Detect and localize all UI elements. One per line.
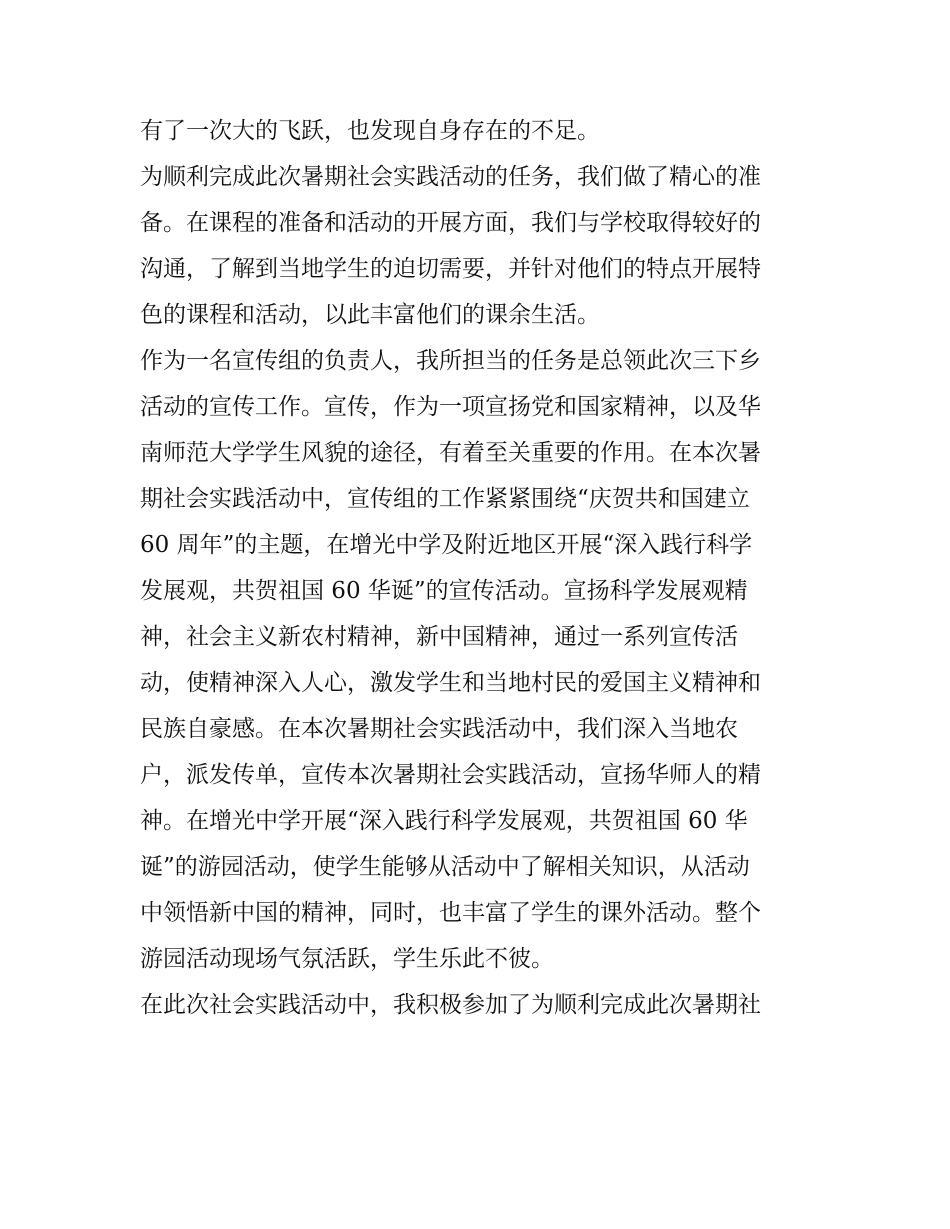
text-line: 在此次社会实践活动中，我积极参加了为顺利完成此次暑期社 <box>140 992 761 1018</box>
text-line: 备。在课程的准备和活动的开展方面，我们与学校取得较好的 <box>140 210 761 236</box>
text-line: 南师范大学学生风貌的途径，有着至关重要的作用。在本次暑 <box>140 440 761 466</box>
text-line: 为顺利完成此次暑期社会实践活动的任务，我们做了精心的准 <box>140 164 761 190</box>
text-line: 民族自豪感。在本次暑期社会实践活动中，我们深入当地农 <box>140 716 738 742</box>
text-line: 作为一名宣传组的负责人，我所担当的任务是总领此次三下乡 <box>140 348 761 374</box>
text-line: 沟通，了解到当地学生的迫切需要，并针对他们的特点开展特 <box>140 256 761 282</box>
text-line: 发展观，共贺祖国 60 华诞”的宣传活动。宣扬科学发展观精 <box>140 578 748 604</box>
text-line: 神，社会主义新农村精神，新中国精神，通过一系列宣传活 <box>140 624 738 650</box>
text-line: 色的课程和活动，以此丰富他们的课余生活。 <box>140 302 600 328</box>
text-line: 60 周年”的主题，在增光中学及附近地区开展“深入践行科学 <box>140 532 753 558</box>
text-line: 游园活动现场气氛活跃，学生乐此不彼。 <box>140 946 554 972</box>
text-line: 户，派发传单，宣传本次暑期社会实践活动，宣扬华师人的精 <box>140 762 761 788</box>
text-line: 动，使精神深入人心，激发学生和当地村民的爱国主义精神和 <box>140 670 761 696</box>
text-line: 诞”的游园活动，使学生能够从活动中了解相关知识，从活动 <box>140 854 750 880</box>
text-line: 神。在增光中学开展“深入践行科学发展观，共贺祖国 60 华 <box>140 808 748 834</box>
text-line: 活动的宣传工作。宣传，作为一项宣扬党和国家精神，以及华 <box>140 394 761 420</box>
text-line: 期社会实践活动中，宣传组的工作紧紧围绕“庆贺共和国建立 <box>140 486 750 512</box>
text-line: 中领悟新中国的精神，同时，也丰富了学生的课外活动。整个 <box>140 900 761 926</box>
text-line: 有了一次大的飞跃，也发现自身存在的不足。 <box>140 118 600 144</box>
body-text <box>140 108 820 1028</box>
